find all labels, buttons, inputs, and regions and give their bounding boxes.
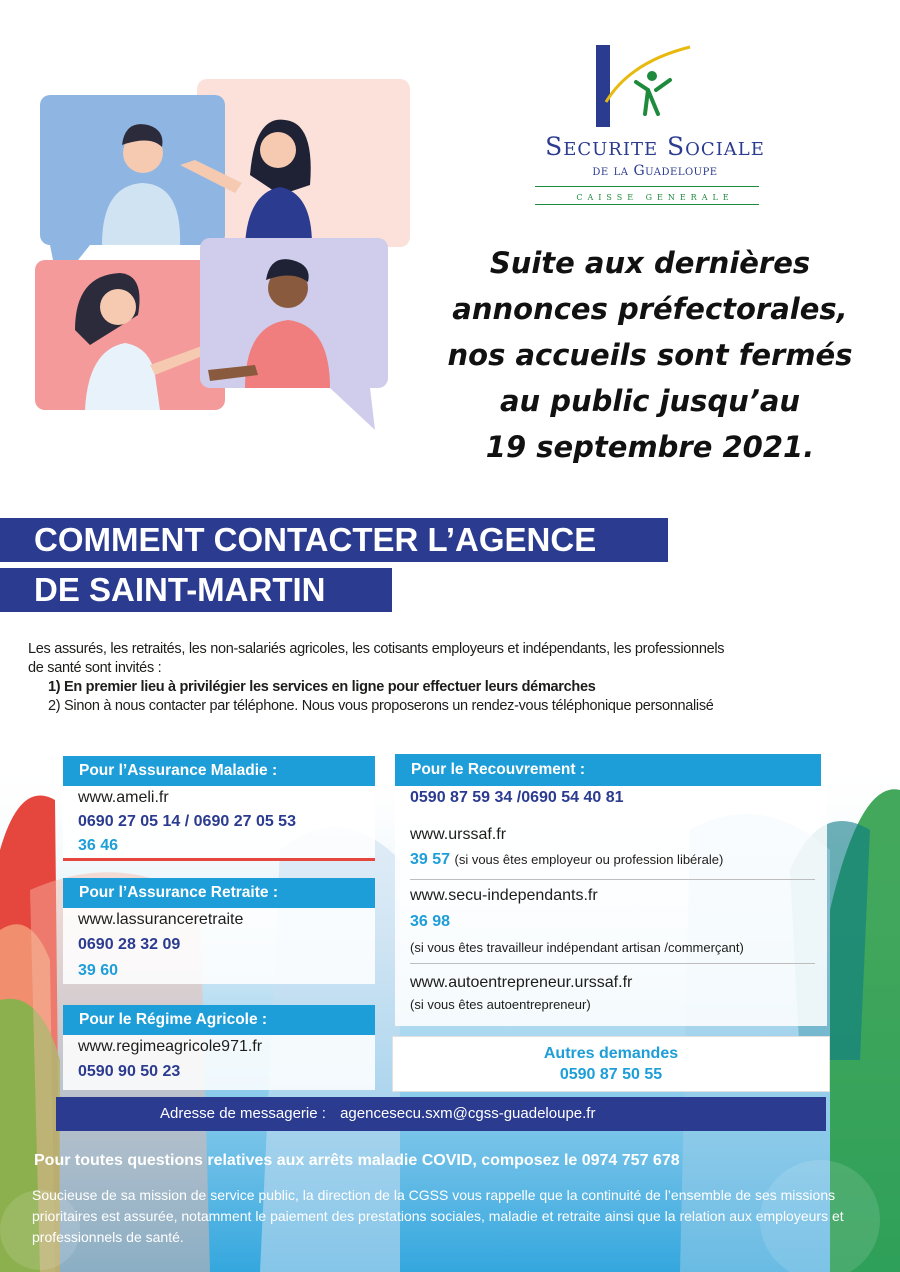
- urssaf-note: (si vous êtes employeur ou profession libérale): [454, 852, 724, 867]
- people-chatting-icon: [30, 75, 420, 435]
- independants-website-link[interactable]: www.secu-independants.fr: [410, 887, 598, 904]
- urssaf-line: [410, 851, 723, 869]
- urssaf-short-number: 39 57: [410, 851, 451, 868]
- retraite-website-link[interactable]: www.lassuranceretraite: [78, 911, 244, 928]
- divider: [410, 879, 815, 880]
- retraite-header: Pour l’Assurance Retraite :: [63, 878, 375, 908]
- covid-hotline: Pour toutes questions relatives aux arrêts maladie COVID, composez le 0974 757 678: [34, 1152, 680, 1169]
- independants-short-number: 36 98: [410, 913, 451, 930]
- retraite-short-number: 39 60: [78, 962, 119, 979]
- intro-item: 2) Sinon à nous contacter par téléphone. Nous vous proposerons un rendez-vous téléphonique personnalisé: [48, 698, 714, 714]
- autres-demandes-title: Autres demandes: [543, 1045, 679, 1062]
- autoentrepreneur-website-link[interactable]: www.autoentrepreneur.urssaf.fr: [410, 974, 633, 991]
- autres-demandes-box: [392, 1036, 830, 1092]
- maladie-phones: 0690 27 05 14 / 0690 27 05 53: [78, 813, 296, 830]
- title-band: [0, 518, 668, 562]
- footer-text: Soucieuse de sa mission de service public, la direction de la CGSS vous rappelle que la continuité de l’ensemble de ses missions prioritaires est assurée, notamment le paiement des prestations sociales, maladie et retraite ainsi que la relation aux employeurs et professionnels de santé.: [32, 1187, 844, 1245]
- logo-divider: [535, 186, 759, 187]
- logo-subtitle: de la Guadeloupe: [592, 163, 718, 179]
- independants-note: (si vous êtes travailleur indépendant artisan /commerçant): [410, 940, 744, 955]
- email-label: Adresse de messagerie :: [160, 1105, 326, 1122]
- retraite-phone: 0690 28 32 09: [78, 936, 181, 953]
- autres-demandes-phone: 0590 87 50 55: [559, 1066, 663, 1083]
- email-address-link[interactable]: agencesecu.sxm@cgss-guadeloupe.fr: [340, 1105, 596, 1122]
- title-band: [0, 568, 392, 612]
- page-title: COMMENT CONTACTER L’AGENCE: [34, 521, 597, 558]
- announcement-line: au public jusqu’au: [499, 384, 801, 418]
- logo-title: Securite Sociale: [545, 132, 765, 161]
- intro-item: 1) En premier lieu à privilégier les services en ligne pour effectuer leurs démarches: [48, 679, 596, 695]
- logo-caisse: CAISSE GENERALE: [576, 193, 734, 202]
- page-title: DE SAINT-MARTIN: [34, 571, 326, 608]
- intro-line: Les assurés, les retraités, les non-salariés agricoles, les cotisants employeurs et indépendants, les professionnels: [28, 641, 725, 657]
- agricole-phone: 0590 90 50 23: [78, 1063, 181, 1080]
- maladie-short-number: 36 46: [78, 837, 119, 854]
- maladie-header: Pour l’Assurance Maladie :: [63, 756, 375, 786]
- intro-line: de santé sont invités :: [28, 660, 162, 676]
- securite-sociale-logo-icon: [590, 42, 700, 132]
- recouvrement-header: Pour le Recouvrement :: [395, 754, 821, 786]
- announcement-line: 19 septembre 2021.: [485, 430, 815, 464]
- logo-divider: [535, 204, 759, 205]
- announcement-line: Suite aux dernières: [489, 246, 811, 280]
- agricole-website-link[interactable]: www.regimeagricole971.fr: [78, 1038, 263, 1055]
- section-underline: [63, 858, 375, 861]
- intro-text: [28, 640, 878, 716]
- agricole-header: Pour le Régime Agricole :: [63, 1005, 375, 1035]
- autoentrepreneur-note: (si vous êtes autoentrepreneur): [410, 997, 591, 1012]
- urssaf-website-link[interactable]: www.urssaf.fr: [410, 826, 507, 843]
- announcement-line: annonces préfectorales,: [452, 292, 848, 326]
- recouvrement-phones: 0590 87 59 34 /0690 54 40 81: [410, 789, 624, 806]
- email-bar: [56, 1097, 826, 1131]
- closure-announcement: [432, 240, 868, 470]
- announcement-line: nos accueils sont fermés: [447, 338, 853, 372]
- divider: [410, 963, 815, 964]
- maladie-website-link[interactable]: www.ameli.fr: [78, 789, 169, 806]
